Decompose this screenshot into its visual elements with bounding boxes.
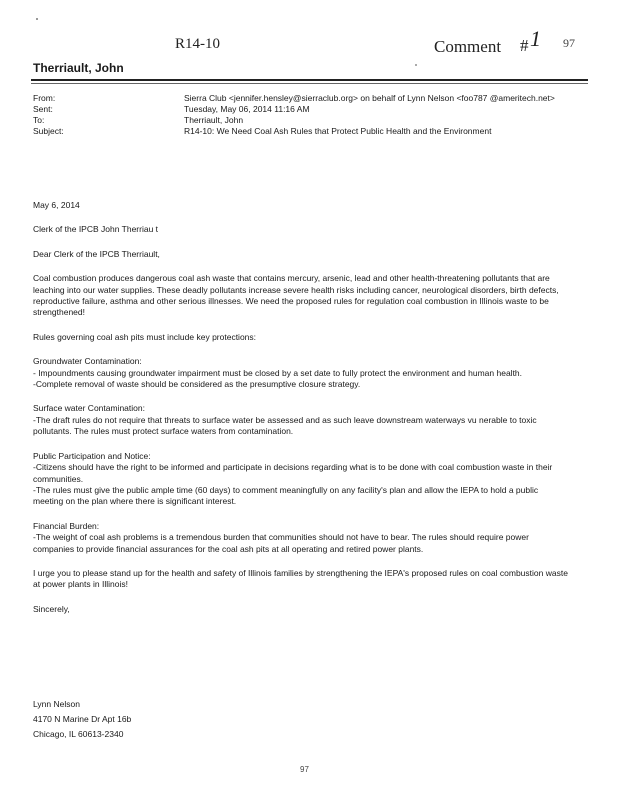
surface-water-section [33, 403, 568, 437]
page-number-bottom: 97 [300, 765, 309, 774]
email-metadata [33, 93, 564, 137]
subject-row [33, 126, 564, 137]
to-row [33, 115, 564, 126]
letter-addressee: Clerk of the IPCB John Therriau t [33, 224, 159, 235]
subject-label: Subject: [33, 126, 64, 136]
closing-request: I urge you to please stand up for the health and safety of Illinois families by strengthening the IEPA's proposed rules on coal combustion waste at power plants in Illinois! [33, 567, 568, 590]
subject-value: R14-10: We Need Coal Ash Rules that Protect Public Health and the Environment [184, 126, 492, 136]
surface-water-title: Surface water Contamination: [33, 403, 145, 414]
header-divider-thin [31, 83, 588, 84]
sent-value: Tuesday, May 06, 2014 11:16 AM [184, 104, 310, 114]
recipient-name: Therriault, John [33, 61, 124, 75]
to-label: To: [33, 115, 45, 125]
intro-paragraph: Coal combustion produces dangerous coal ash waste that contains mercury, arsenic, lead and other health-threatening pollutants that are leaching into our water supplies. These deadly pollutants increase severe health risks including cancer, neurological disorders, birth defects, reproductive failure, asthma and other serious illnesses. We need the proposed rules for regulation coal combustion in Illinois waste to be strengthened! [33, 273, 559, 318]
from-label: From: [33, 93, 56, 103]
to-value: Therriault, John [184, 115, 244, 125]
letter-date: May 6, 2014 [33, 200, 80, 210]
letter-body [33, 200, 568, 628]
groundwater-point-1: - Impoundments causing groundwater impairment must be closed by a set date to fully protect the environment and human health. [33, 367, 523, 378]
signature-block [33, 697, 131, 742]
signature-address-1: 4170 N Marine Dr Apt 16b [33, 714, 132, 724]
header-divider [31, 79, 588, 81]
scan-speck [415, 64, 417, 66]
from-row [33, 93, 564, 104]
letter-salutation: Dear Clerk of the IPCB Therriault, [33, 248, 160, 259]
signature-name: Lynn Nelson [33, 699, 80, 709]
comment-label: Comment [434, 37, 502, 56]
docket-number: R14-10 [175, 36, 220, 52]
financial-burden-point-1: -The weight of coal ash problems is a tremendous burden that communities should not have to bear. The rules should require power companies to provide financial assurances for the coal ash pits at all operating and retired power plants. [33, 532, 529, 554]
public-participation-title: Public Participation and Notice: [33, 450, 151, 461]
groundwater-section [33, 356, 568, 390]
from-value: Sierra Club <jennifer.hensley@sierraclub.org> on behalf of Lynn Nelson <foo787 @ameritech.net> [184, 93, 555, 103]
signature-address-2: Chicago, IL 60613-2340 [33, 729, 124, 739]
key-protections-line: Rules governing coal ash pits must include key protections: [33, 331, 257, 342]
sent-label: Sent: [33, 104, 53, 114]
surface-water-point-1: -The draft rules do not require that threats to surface water be assessed and as such leave downstream waterways vu nerable to toxic pollutants. The rules must protect surface waters from contamination. [33, 414, 537, 437]
public-participation-section [33, 451, 568, 508]
comment-hash: # [520, 36, 529, 55]
sent-row [33, 104, 564, 115]
public-participation-point-1: -Citizens should have the right to be informed and participate in decisions regarding what is to be done with coal combustion waste in their communities. [33, 462, 553, 484]
page-number-top: 97 [563, 36, 575, 50]
groundwater-point-2: -Complete removal of waste should be considered as the presumptive closure strategy. [33, 379, 361, 390]
comment-number: 1 [530, 26, 541, 51]
financial-burden-title: Financial Burden: [33, 520, 100, 531]
groundwater-title: Groundwater Contamination: [33, 356, 142, 367]
sign-off: Sincerely, [33, 603, 70, 614]
public-participation-point-2: -The rules must give the public ample time (60 days) to comment meaningfully on any facility's plan and allow the IEPA to hold a public meeting on the plan where there is significant interest. [33, 484, 539, 507]
financial-burden-section [33, 521, 568, 555]
scan-speck [36, 18, 38, 20]
